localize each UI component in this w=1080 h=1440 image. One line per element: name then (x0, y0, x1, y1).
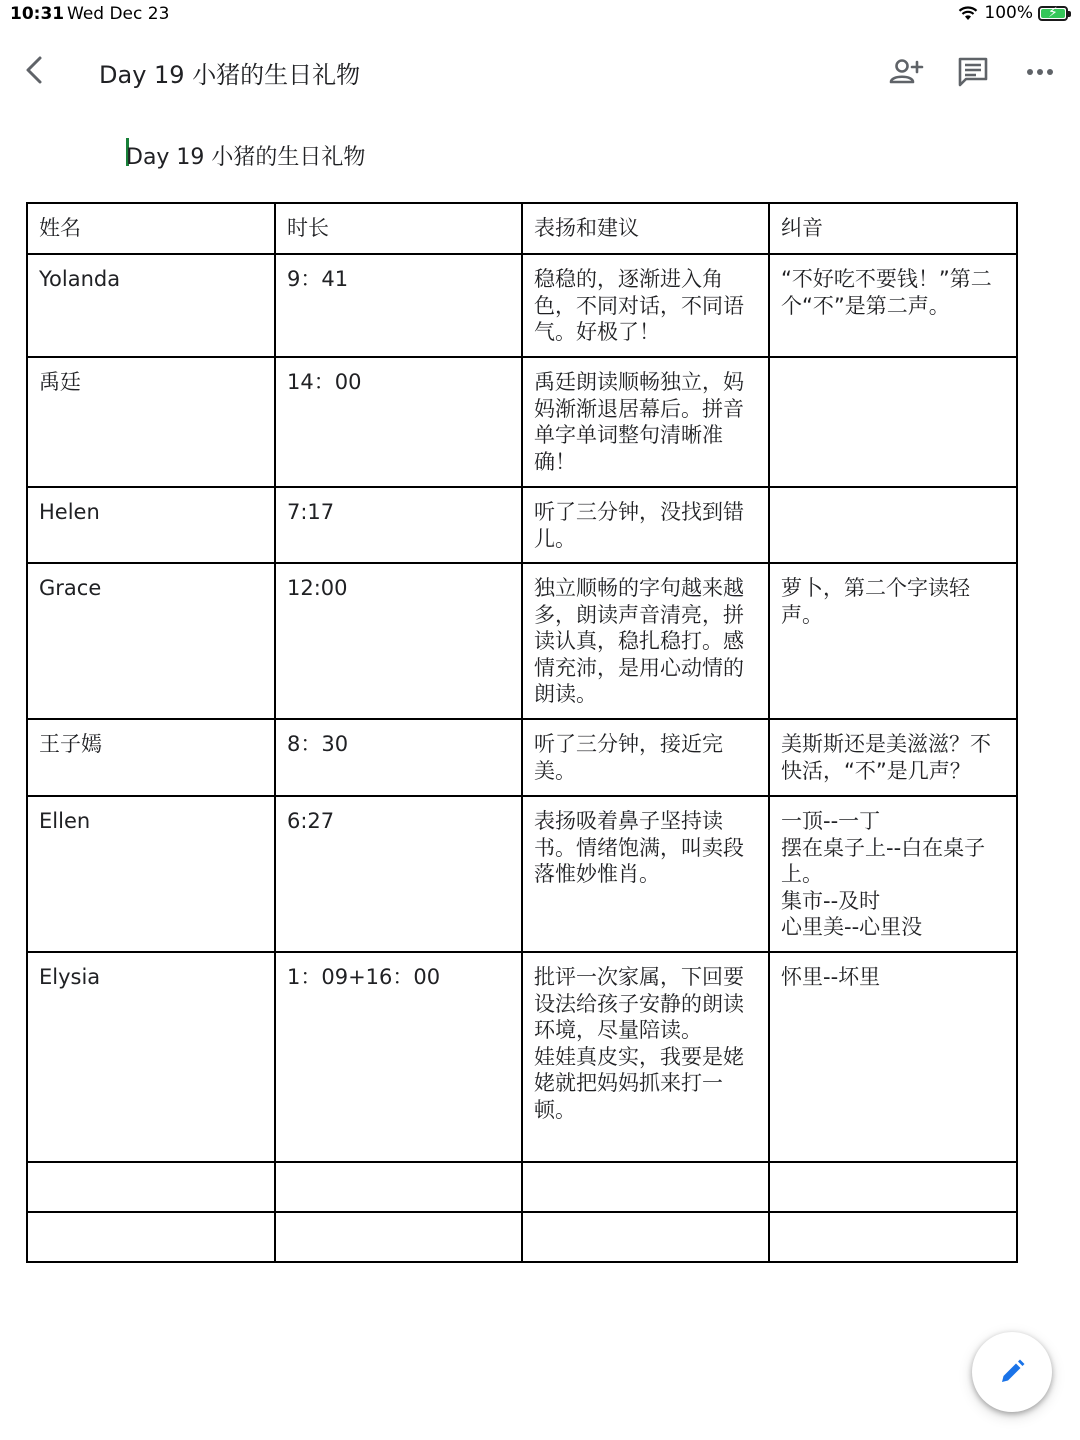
table-cell[interactable]: 批评一次家属，下回要设法给孩子安静的朗读环境，尽量陪读。 娃娃真皮实，我要是姥姥就把妈妈抓来打一顿。 (522, 952, 769, 1162)
status-time: 10:31 (10, 4, 65, 24)
table-cell[interactable] (769, 487, 1017, 563)
table-cell[interactable] (27, 1162, 275, 1212)
share-button[interactable] (886, 52, 926, 92)
table-cell[interactable]: 1：09+16：00 (275, 952, 522, 1162)
table-cell[interactable]: 王子嫣 (27, 719, 275, 796)
table-cell[interactable]: 一顶--一丁 摆在桌子上--白在桌子上。 集市--及时 心里美--心里没 (769, 796, 1017, 952)
table-cell[interactable]: 禹廷 (27, 357, 275, 487)
table-header-row (27, 203, 1017, 254)
table-cell[interactable]: 8：30 (275, 719, 522, 796)
table-row (27, 796, 1017, 952)
table-cell[interactable] (769, 357, 1017, 487)
document-heading[interactable]: Day 19 小猪的生日礼物 (126, 145, 366, 170)
charging-bolt-icon: ⚡ (1048, 4, 1058, 21)
table-cell[interactable]: Helen (27, 487, 275, 563)
edit-pencil-icon (996, 1356, 1028, 1388)
header-cell[interactable]: 表扬和建议 (522, 203, 769, 254)
table-cell[interactable]: 禹廷朗读顺畅独立，妈妈渐渐退居幕后。拼音单字单词整句清晰准确！ (522, 357, 769, 487)
edit-fab-button[interactable] (972, 1332, 1052, 1412)
add-person-icon (886, 52, 926, 92)
status-bar (0, 0, 1080, 30)
app-bar (0, 40, 1080, 104)
comments-button[interactable] (953, 52, 993, 92)
table-cell[interactable]: 12:00 (275, 563, 522, 719)
table-cell[interactable]: 萝卜，第二个字读轻声。 (769, 563, 1017, 719)
table-row (27, 254, 1017, 357)
table-cell[interactable]: 6:27 (275, 796, 522, 952)
table-cell[interactable] (769, 1162, 1017, 1212)
table-cell[interactable] (522, 1162, 769, 1212)
status-date: Wed Dec 23 (67, 4, 170, 24)
more-vert-icon (1020, 52, 1060, 92)
battery-percent: 100% (984, 3, 1033, 23)
status-indicators (957, 3, 1068, 23)
header-cell[interactable]: 纠音 (769, 203, 1017, 254)
table-row (27, 487, 1017, 563)
comment-icon (953, 52, 993, 92)
document-title: Day 19 小猪的生日礼物 (99, 61, 361, 89)
table-cell[interactable]: 听了三分钟，接近完美。 (522, 719, 769, 796)
table-row (27, 952, 1017, 1162)
table-cell[interactable]: 14：00 (275, 357, 522, 487)
table-row (27, 719, 1017, 796)
more-options-button[interactable] (1020, 52, 1060, 92)
wifi-icon (957, 5, 979, 21)
table-cell[interactable]: Elysia (27, 952, 275, 1162)
header-cell[interactable]: 时长 (275, 203, 522, 254)
table-cell[interactable] (522, 1212, 769, 1262)
table-row (27, 1162, 1017, 1212)
table-cell[interactable]: “不好吃不要钱！”第二个“不”是第二声。 (769, 254, 1017, 357)
table-row (27, 357, 1017, 487)
review-table[interactable] (26, 202, 1018, 1263)
table-cell[interactable] (27, 1212, 275, 1262)
table-cell[interactable]: 独立顺畅的字句越来越多，朗读声音清亮，拼读认真，稳扎稳打。感情充沛，是用心动情的朗读。 (522, 563, 769, 719)
table-cell[interactable]: 美斯斯还是美滋滋？不快活，“不”是几声？ (769, 719, 1017, 796)
table-cell[interactable]: 稳稳的，逐渐进入角色，不同对话，不同语气。好极了！ (522, 254, 769, 357)
table-cell[interactable]: Grace (27, 563, 275, 719)
table-cell[interactable]: 怀里--坏里 (769, 952, 1017, 1162)
table-cell[interactable] (275, 1162, 522, 1212)
table-row (27, 1212, 1017, 1262)
table-cell[interactable]: 听了三分钟，没找到错儿。 (522, 487, 769, 563)
back-arrow-icon (18, 52, 54, 88)
table-row (27, 563, 1017, 719)
table-cell[interactable]: 7:17 (275, 487, 522, 563)
header-cell[interactable]: 姓名 (27, 203, 275, 254)
battery-icon (1038, 6, 1068, 21)
table-cell[interactable]: 表扬吸着鼻子坚持读书。情绪饱满，叫卖段落惟妙惟肖。 (522, 796, 769, 952)
table-cell[interactable] (275, 1212, 522, 1262)
back-button[interactable] (18, 52, 54, 88)
table-cell[interactable] (769, 1212, 1017, 1262)
table-cell[interactable]: Yolanda (27, 254, 275, 357)
table-cell[interactable]: 9：41 (275, 254, 522, 357)
table-cell[interactable]: Ellen (27, 796, 275, 952)
